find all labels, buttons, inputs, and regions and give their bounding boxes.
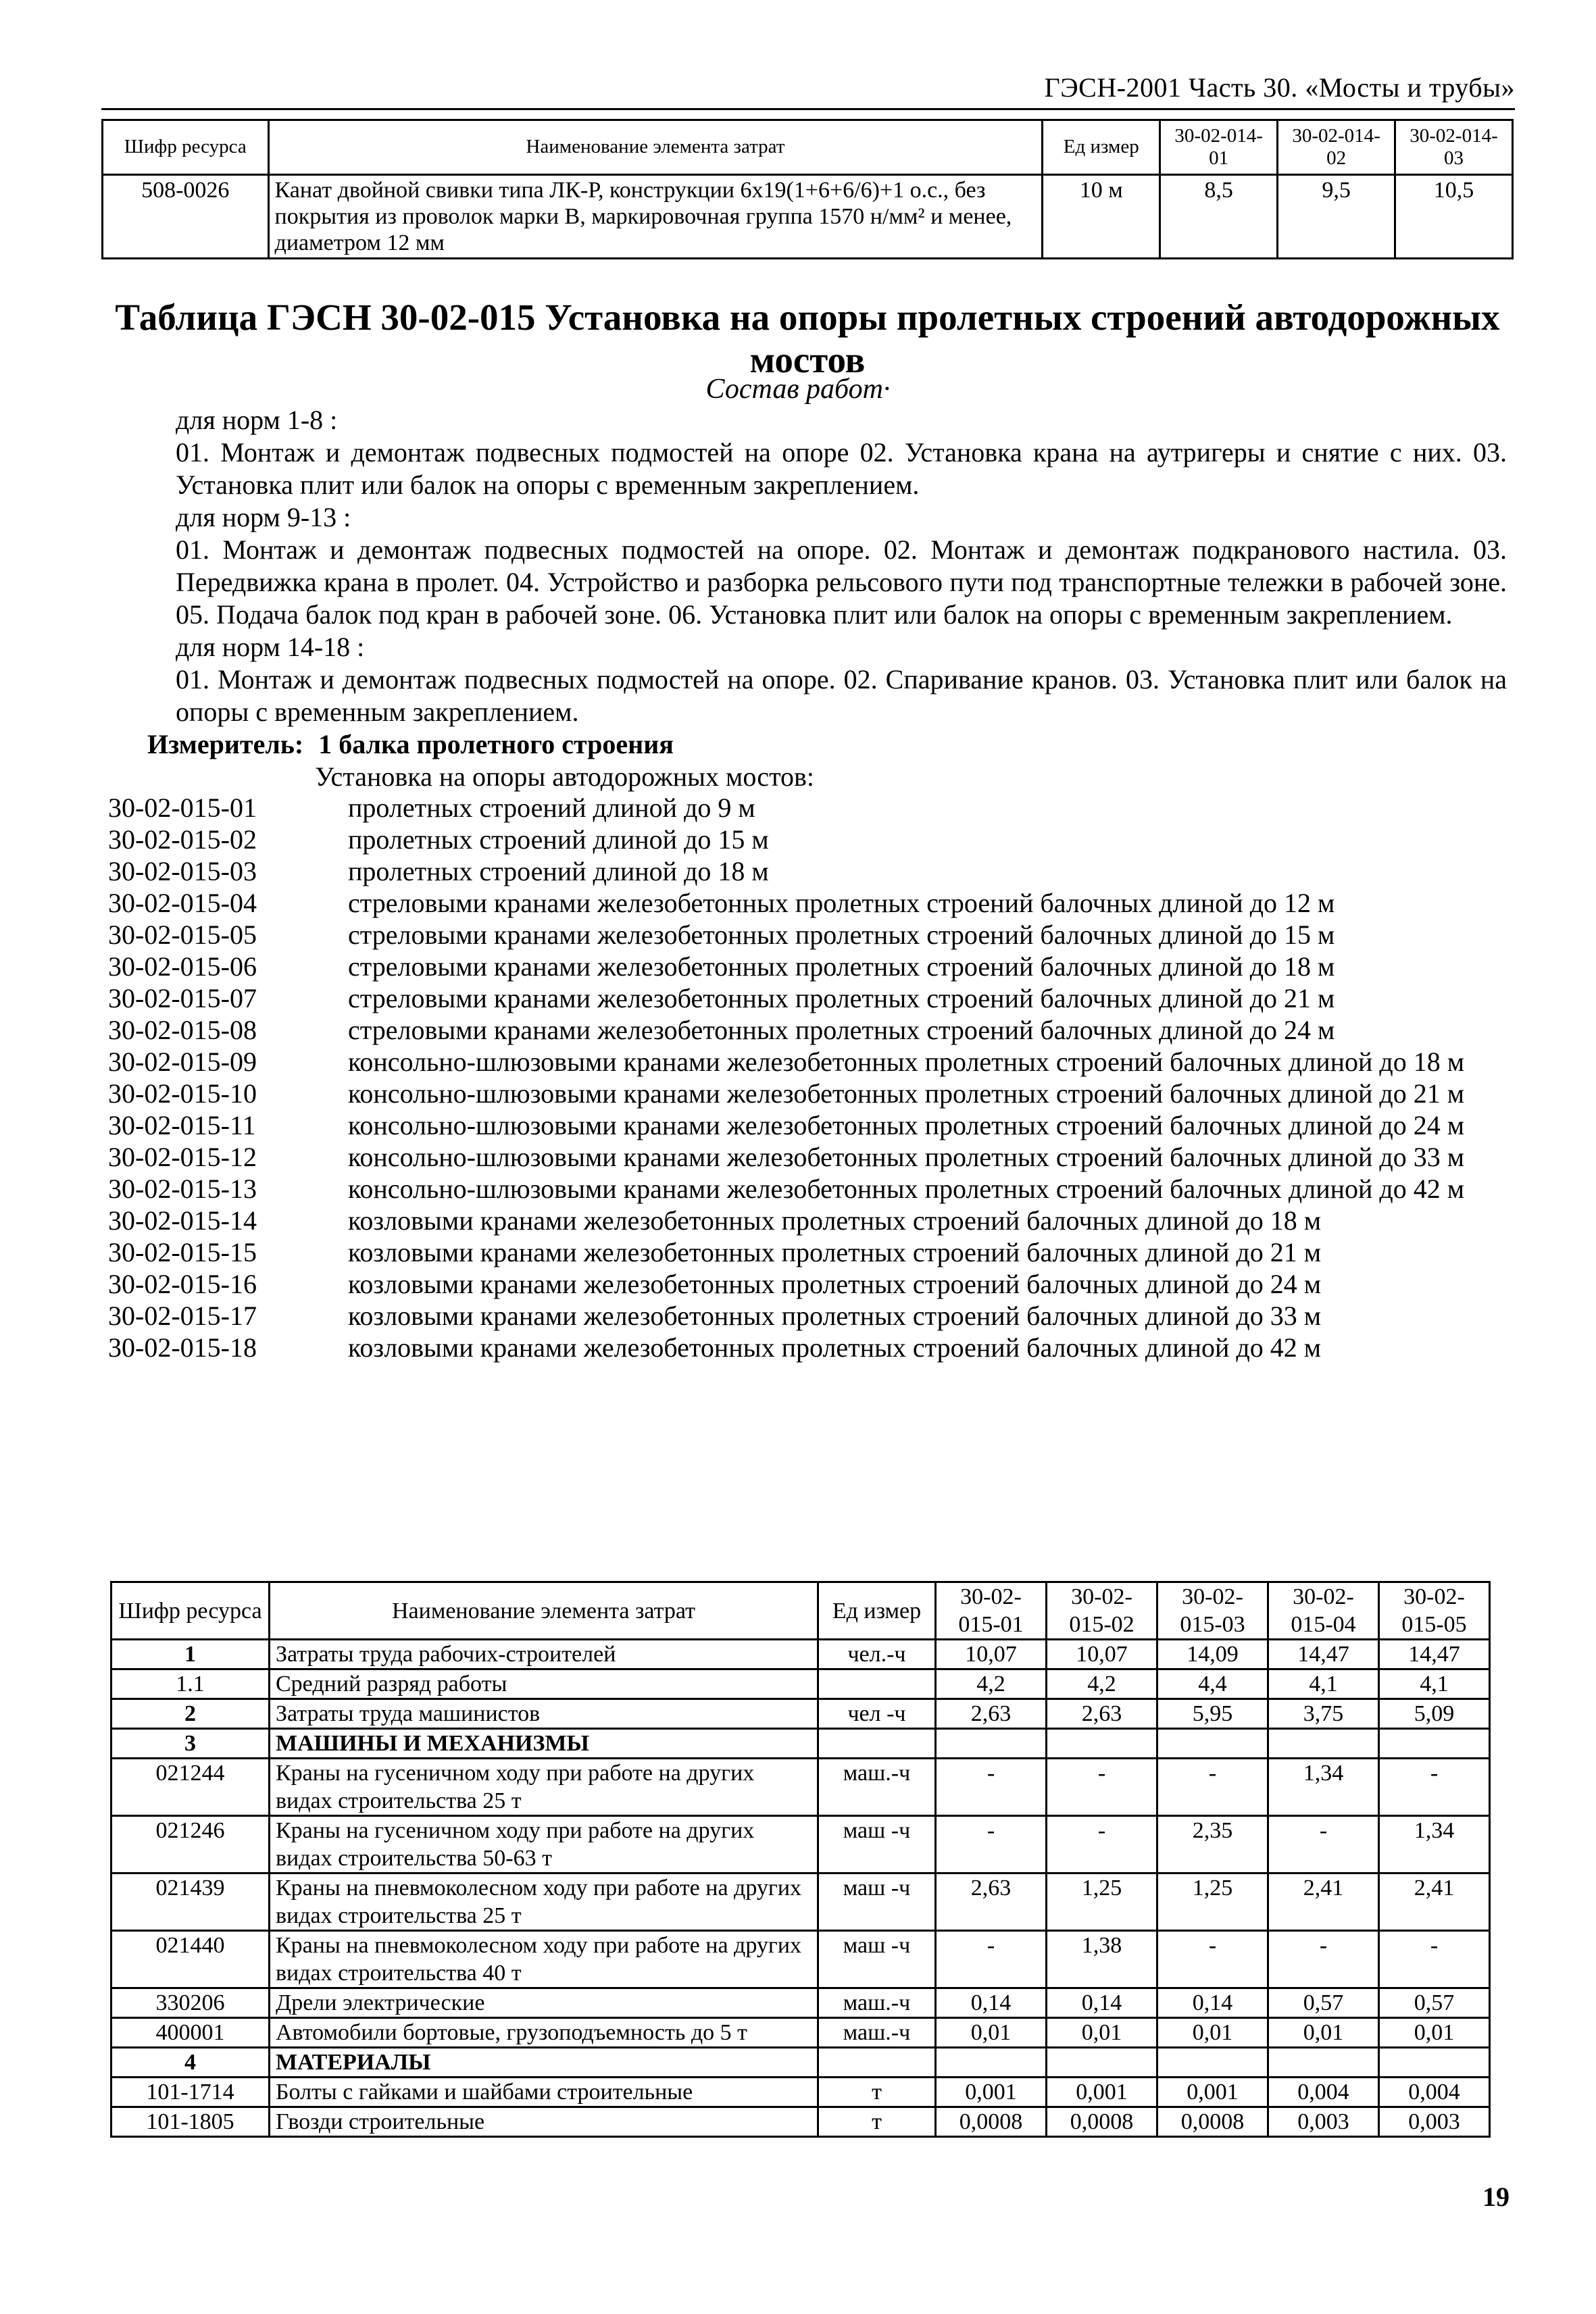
resource-code: 021246	[111, 1816, 270, 1873]
resource-name: Краны на гусеничном ходу при работе на других видах строительства 50-63 т	[270, 1816, 818, 1873]
table-row	[111, 2018, 1490, 2048]
resource-code: 4	[111, 2048, 270, 2078]
resource-name: МАШИНЫ И МЕХАНИЗМЫ	[270, 1729, 818, 1759]
resource-unit: чел -ч	[818, 1699, 936, 1729]
value-cell	[1268, 2048, 1379, 2078]
table-row	[111, 1699, 1490, 1729]
value-cell: -	[1268, 1931, 1379, 1988]
header-cell: 30-02-015-01	[936, 1582, 1047, 1640]
norm-code: 30-02-015-01	[108, 793, 257, 823]
value-cell	[1047, 2048, 1157, 2078]
norm-item	[108, 1078, 1514, 1109]
value-cell: -	[1379, 1931, 1490, 1988]
resource-name: Затраты труда рабочих-строителей	[270, 1640, 818, 1669]
measure-line	[147, 728, 674, 760]
norm-description: стреловыми кранами железобетонных пролетных строений балочных длиной до 15 м	[348, 920, 1335, 950]
header-cell: 30-02-015-05	[1379, 1582, 1490, 1640]
value-cell: 5,09	[1379, 1699, 1490, 1729]
header-rule	[101, 108, 1515, 110]
value-cell: 9,5	[1278, 175, 1395, 259]
norm-group-label: для норм 14-18 :	[176, 632, 365, 662]
value-cell: 2,63	[936, 1873, 1047, 1931]
value-cell: 14,47	[1379, 1640, 1490, 1669]
norm-code: 30-02-015-07	[108, 983, 257, 1013]
norm-item	[108, 824, 1514, 855]
table-row	[111, 1988, 1490, 2018]
table-row	[111, 1729, 1490, 1759]
value-cell: 0,0008	[1047, 2107, 1157, 2137]
value-cell: 4,2	[936, 1669, 1047, 1699]
norm-description: консольно-шлюзовыми кранами железобетонных пролетных строений балочных длиной до 42 м	[348, 1174, 1465, 1204]
norm-group-text: 01. Монтаж и демонтаж подвесных подмостей на опоре 02. Установка крана на аутригеры и снятие с них. 03. Установка плит или балок на опоры с временным закреплением.	[176, 437, 1507, 500]
value-cell	[1047, 1729, 1157, 1759]
resource-name: Канат двойной свивки типа ЛК-Р, конструкции 6x19(1+6+6/6)+1 о.с., без покрытия из проволок марки В, маркировочная группа 1570 н/мм² и менее, диаметром 12 мм	[268, 175, 1043, 259]
value-cell: 10,07	[1047, 1640, 1157, 1669]
resource-unit: 10 м	[1043, 175, 1160, 259]
norm-code: 30-02-015-17	[108, 1301, 257, 1331]
norm-description: консольно-шлюзовыми кранами железобетонных пролетных строений балочных длиной до 33 м	[348, 1142, 1465, 1172]
norm-item	[108, 1205, 1514, 1236]
norm-description: консольно-шлюзовыми кранами железобетонных пролетных строений балочных длиной до 18 м	[348, 1047, 1465, 1077]
table-header-row	[111, 1582, 1490, 1640]
norm-item	[108, 1332, 1514, 1363]
norm-code: 30-02-015-10	[108, 1078, 257, 1109]
value-cell: 2,63	[936, 1699, 1047, 1729]
table-row	[111, 1873, 1490, 1931]
value-cell: 1,34	[1268, 1759, 1379, 1816]
table-row	[111, 1759, 1490, 1816]
resource-code: 400001	[111, 2018, 270, 2048]
header-cell: 30-02-014-03	[1395, 120, 1513, 175]
work-composition-heading: Состав работ·	[705, 374, 891, 405]
resource-code: 101-1714	[111, 2078, 270, 2107]
value-cell: 0,01	[1379, 2018, 1490, 2048]
value-cell	[936, 1729, 1047, 1759]
resource-name: Дрели электрические	[270, 1988, 818, 2018]
value-cell: 2,41	[1379, 1873, 1490, 1931]
resource-code: 1	[111, 1640, 270, 1669]
norm-code: 30-02-015-16	[108, 1269, 257, 1299]
norm-code: 30-02-015-15	[108, 1237, 257, 1267]
value-cell: 0,01	[936, 2018, 1047, 2048]
value-cell: -	[936, 1816, 1047, 1873]
table-row	[111, 1669, 1490, 1699]
norm-item	[108, 982, 1514, 1014]
value-cell: 0,01	[1157, 2018, 1268, 2048]
norm-item	[108, 887, 1514, 919]
value-cell: 1,25	[1157, 1873, 1268, 1931]
value-cell: 8,5	[1160, 175, 1278, 259]
value-cell: 0,003	[1379, 2107, 1490, 2137]
value-cell: 1,34	[1379, 1816, 1490, 1873]
norm-group-text: 01. Монтаж и демонтаж подвесных подмостей на опоре. 02. Монтаж и демонтаж подкранового настила. 03. Передвижка крана в пролет. 04. Устройство и разборка рельсового пути под транспортные тележки в рабочей зоне. 05. Подача балок под кран в рабочей зоне. 06. Установка плит или балок на опоры с временным закреплением.	[176, 534, 1507, 630]
norm-item	[108, 1268, 1514, 1300]
resource-code: 3	[111, 1729, 270, 1759]
resource-name: Затраты труда машинистов	[270, 1699, 818, 1729]
header-cell: Ед измер	[1043, 120, 1160, 175]
header-cell: Шифр ресурса	[111, 1582, 270, 1640]
resource-unit: маш -ч	[818, 1873, 936, 1931]
table-row	[111, 1931, 1490, 1988]
norm-item	[108, 1141, 1514, 1173]
value-cell: 0,001	[936, 2078, 1047, 2107]
norm-code: 30-02-015-09	[108, 1047, 257, 1077]
value-cell: -	[936, 1759, 1047, 1816]
value-cell: -	[1047, 1759, 1157, 1816]
norm-item	[108, 1236, 1514, 1268]
resource-unit	[818, 1729, 936, 1759]
resource-code: 021440	[111, 1931, 270, 1988]
norm-code: 30-02-015-13	[108, 1174, 257, 1204]
value-cell: 0,003	[1268, 2107, 1379, 2137]
value-cell: -	[1047, 1816, 1157, 1873]
value-cell: 2,41	[1268, 1873, 1379, 1931]
norm-description: козловыми кранами железобетонных пролетных строений балочных длиной до 42 м	[348, 1332, 1322, 1363]
header-cell: 30-02-015-03	[1157, 1582, 1268, 1640]
value-cell: 0,001	[1157, 2078, 1268, 2107]
resource-code: 1.1	[111, 1669, 270, 1699]
value-cell: 4,1	[1268, 1669, 1379, 1699]
value-cell	[936, 2048, 1047, 2078]
table-row	[111, 2048, 1490, 2078]
page-number: 19	[1482, 2182, 1510, 2212]
norm-code: 30-02-015-08	[108, 1015, 257, 1045]
norm-group-label: для норм 1-8 :	[176, 405, 338, 435]
value-cell	[1379, 2048, 1490, 2078]
resource-code: 2	[111, 1699, 270, 1729]
value-cell: 0,01	[1047, 2018, 1157, 2048]
value-cell: 1,38	[1047, 1931, 1157, 1988]
resource-unit: маш.-ч	[818, 1988, 936, 2018]
running-header: ГЭСН-2001 Часть 30. «Мосты и трубы»	[1044, 72, 1515, 103]
norm-code: 30-02-015-14	[108, 1205, 257, 1236]
table-header-row	[103, 120, 1513, 175]
norm-description: пролетных строений длиной до 9 м	[348, 793, 755, 823]
resource-code: 330206	[111, 1988, 270, 2018]
table-row	[103, 175, 1513, 259]
value-cell	[1379, 1729, 1490, 1759]
resource-name: Краны на пневмоколесном ходу при работе на других видах строительства 40 т	[270, 1931, 818, 1988]
value-cell: 14,47	[1268, 1640, 1379, 1669]
norm-description: козловыми кранами железобетонных пролетных строений балочных длиной до 24 м	[348, 1269, 1322, 1299]
resource-unit: маш -ч	[818, 1816, 936, 1873]
resource-unit: маш.-ч	[818, 1759, 936, 1816]
value-cell	[1157, 1729, 1268, 1759]
value-cell: 0,004	[1268, 2078, 1379, 2107]
value-cell: -	[1268, 1816, 1379, 1873]
value-cell: -	[1157, 1759, 1268, 1816]
value-cell: 0,01	[1268, 2018, 1379, 2048]
header-cell: Ед измер	[818, 1582, 936, 1640]
norm-group-text: 01. Монтаж и демонтаж подвесных подмостей на опоре. 02. Спаривание кранов. 03. Установка плит или балок на опоры с временным закреплением.	[176, 664, 1507, 727]
norm-description: стреловыми кранами железобетонных пролетных строений балочных длиной до 21 м	[348, 983, 1335, 1013]
resource-unit: маш -ч	[818, 1931, 936, 1988]
value-cell: 3,75	[1268, 1699, 1379, 1729]
value-cell: 0,0008	[1157, 2107, 1268, 2137]
value-cell: 1,25	[1047, 1873, 1157, 1931]
norm-item	[108, 1014, 1514, 1046]
norm-description: стреловыми кранами железобетонных пролетных строений балочных длиной до 18 м	[348, 951, 1335, 982]
value-cell: 5,95	[1157, 1699, 1268, 1729]
value-cell: -	[1379, 1759, 1490, 1816]
norm-item	[108, 1173, 1514, 1205]
value-cell: 14,09	[1157, 1640, 1268, 1669]
work-composition	[108, 404, 1507, 728]
header-cell: 30-02-014-02	[1278, 120, 1395, 175]
norm-code: 30-02-015-04	[108, 888, 257, 918]
norm-description: консольно-шлюзовыми кранами железобетонных пролетных строений балочных длиной до 24 м	[348, 1110, 1465, 1140]
norm-item	[108, 1109, 1514, 1141]
resource-table-014	[101, 119, 1514, 259]
table-row	[111, 1640, 1490, 1669]
value-cell: 0,57	[1268, 1988, 1379, 2018]
norm-description: стреловыми кранами железобетонных пролетных строений балочных длиной до 24 м	[348, 1015, 1335, 1045]
resource-unit: т	[818, 2078, 936, 2107]
resource-unit	[818, 2048, 936, 2078]
norm-code: 30-02-015-06	[108, 951, 257, 982]
value-cell: 2,35	[1157, 1816, 1268, 1873]
resource-name: Средний разряд работы	[270, 1669, 818, 1699]
norm-code: 30-02-015-02	[108, 824, 257, 855]
resource-name: Краны на пневмоколесном ходу при работе на других видах строительства 25 т	[270, 1873, 818, 1931]
norm-item	[108, 855, 1514, 887]
value-cell: 0,14	[1047, 1988, 1157, 2018]
value-cell	[1157, 2048, 1268, 2078]
resource-name: Автомобили бортовые, грузоподъемность до 5 т	[270, 2018, 818, 2048]
resource-name: Гвозди строительные	[270, 2107, 818, 2137]
value-cell: 0,14	[1157, 1988, 1268, 2018]
norm-code: 30-02-015-18	[108, 1332, 257, 1363]
norm-description: козловыми кранами железобетонных пролетных строений балочных длиной до 33 м	[348, 1301, 1322, 1331]
norm-list	[108, 792, 1514, 1363]
value-cell: -	[936, 1931, 1047, 1988]
resource-code: 508-0026	[103, 175, 269, 259]
header-cell: Наименование элемента затрат	[270, 1582, 818, 1640]
resource-name: МАТЕРИАЛЫ	[270, 2048, 818, 2078]
norm-description: стреловыми кранами железобетонных пролетных строений балочных длиной до 12 м	[348, 888, 1335, 918]
value-cell	[1268, 1729, 1379, 1759]
norm-group-label: для норм 9-13 :	[176, 502, 351, 532]
value-cell: 0,004	[1379, 2078, 1490, 2107]
resource-code: 101-1805	[111, 2107, 270, 2137]
table-row	[111, 2107, 1490, 2137]
value-cell: 0,14	[936, 1988, 1047, 2018]
measure-value: 1 балка пролетного строения	[318, 729, 674, 759]
resource-unit: чел.-ч	[818, 1640, 936, 1669]
resource-unit: маш.-ч	[818, 2018, 936, 2048]
value-cell: 10,5	[1395, 175, 1513, 259]
norm-item	[108, 919, 1514, 951]
table-row	[111, 1816, 1490, 1873]
norm-code: 30-02-015-12	[108, 1142, 257, 1172]
resource-unit: т	[818, 2107, 936, 2137]
header-cell: 30-02-015-04	[1268, 1582, 1379, 1640]
resource-unit	[818, 1669, 936, 1699]
resource-code: 021439	[111, 1873, 270, 1931]
norm-item	[108, 951, 1514, 982]
norm-description: козловыми кранами железобетонных пролетных строений балочных длиной до 18 м	[348, 1205, 1322, 1236]
value-cell: 4,4	[1157, 1669, 1268, 1699]
norm-code: 30-02-015-11	[108, 1110, 256, 1140]
section-title: Таблица ГЭСН 30-02-015 Установка на опоры пролетных строений автодорожных мостов	[115, 297, 1500, 380]
resource-name: Краны на гусеничном ходу при работе на других видах строительства 25 т	[270, 1759, 818, 1816]
resource-name: Болты с гайками и шайбами строительные	[270, 2078, 818, 2107]
install-heading: Установка на опоры автодорожных мостов:	[315, 761, 815, 792]
norm-description: пролетных строений длиной до 15 м	[348, 824, 769, 855]
header-cell: Наименование элемента затрат	[268, 120, 1043, 175]
norm-item	[108, 792, 1514, 824]
norm-item	[108, 1300, 1514, 1332]
norm-description: козловыми кранами железобетонных пролетных строений балочных длиной до 21 м	[348, 1237, 1322, 1267]
value-cell: -	[1157, 1931, 1268, 1988]
table-row	[111, 2078, 1490, 2107]
norm-description: пролетных строений длиной до 18 м	[348, 856, 769, 886]
resource-code: 021244	[111, 1759, 270, 1816]
value-cell: 0,57	[1379, 1988, 1490, 2018]
norm-code: 30-02-015-05	[108, 920, 257, 950]
header-cell: 30-02-015-02	[1047, 1582, 1157, 1640]
value-cell: 0,001	[1047, 2078, 1157, 2107]
value-cell: 0,0008	[936, 2107, 1047, 2137]
value-cell: 2,63	[1047, 1699, 1157, 1729]
value-cell: 4,1	[1379, 1669, 1490, 1699]
measure-label: Измеритель:	[147, 729, 304, 759]
value-cell: 4,2	[1047, 1669, 1157, 1699]
header-cell: 30-02-014-01	[1160, 120, 1278, 175]
value-cell: 10,07	[936, 1640, 1047, 1669]
norm-description: консольно-шлюзовыми кранами железобетонных пролетных строений балочных длиной до 21 м	[348, 1078, 1465, 1109]
norm-item	[108, 1046, 1514, 1078]
resource-table-015	[110, 1581, 1491, 2138]
norm-code: 30-02-015-03	[108, 856, 257, 886]
header-cell: Шифр ресурса	[103, 120, 269, 175]
